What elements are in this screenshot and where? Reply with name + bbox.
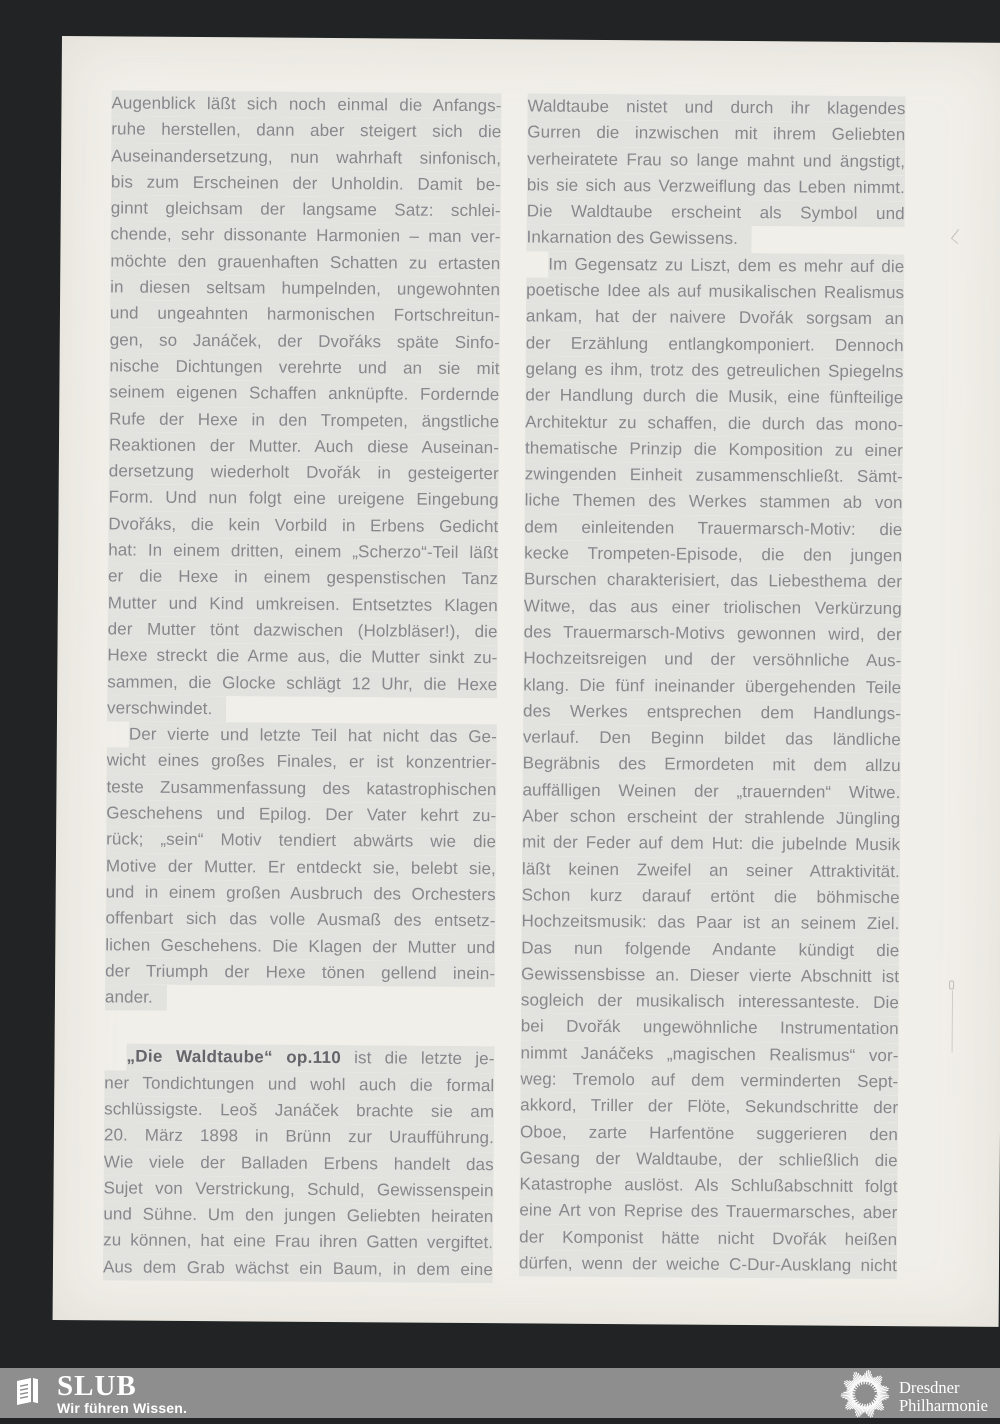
text-line: der Komponist hätte nicht Dvořák heißen bbox=[519, 1224, 897, 1253]
slub-tagline: Wir führen Wissen. bbox=[57, 1400, 188, 1416]
text-line: Geschehens und Epilog. Der Vater kehrt zu- bbox=[106, 800, 496, 829]
text-line: und in einem großen Ausbruch des Orchesters bbox=[106, 879, 496, 908]
text-line: Architektur zu schaffen, die durch das mono- bbox=[525, 409, 903, 438]
text-line: Rufe der Hexe in den Trompeten, ängstliche bbox=[109, 406, 499, 435]
text-line: Schon kurz darauf ertönt die böhmische bbox=[522, 882, 900, 911]
text-paragraph bbox=[526, 93, 905, 254]
text-line: nische Dichtungen verehrte und an sie mit bbox=[109, 353, 499, 382]
text-line: Waldtaube nistet und durch ihr klagendes bbox=[527, 93, 905, 122]
text-line: ner Tondichtungen und wohl auch die formal bbox=[104, 1070, 494, 1099]
slub-logo bbox=[13, 1370, 188, 1416]
text-line: möchte den grauenhaften Schatten zu ertasten bbox=[110, 248, 500, 277]
text-line: ginnt gleichsam der langsame Satz: schlei- bbox=[111, 196, 501, 225]
text-line: der Triumph der Hexe tönen gellend inein- bbox=[105, 958, 495, 987]
text-line: verschwindet. bbox=[107, 695, 497, 724]
text-line: akkord, Triller der Flöte, Sekundschritte der bbox=[520, 1093, 898, 1122]
text-line: des Trauermarsch-Motivs gewonnen wird, der bbox=[524, 619, 902, 648]
text-line: ankam, hat der naivere Dvořák sorgsam an bbox=[526, 304, 904, 333]
text-line: verlauf. Den Beginn bildet das ländliche bbox=[523, 725, 901, 754]
text-line: eine Art von Reprise des Trauermarsches, aber bbox=[519, 1198, 897, 1227]
text-line: Katastrophe auslöst. Als Schlußabschnitt folgt bbox=[519, 1172, 897, 1201]
text-line: lichen Geschehens. Die Klagen der Mutter und bbox=[105, 932, 495, 961]
text-line: verheiratete Frau so lange mahnt und ängstigt, bbox=[527, 146, 905, 175]
text-line: der Handlung durch die Musik, eine fünfteilige bbox=[525, 383, 903, 412]
text-line: bis sie sich aus Verzweiflung das Leben nimmt. bbox=[527, 172, 905, 201]
text-line: Das nun folgende Andante kündigt die bbox=[521, 935, 899, 964]
text-line: Im Gegensatz zu Liszt, dem es mehr auf die bbox=[526, 251, 904, 280]
philharmonie-name-line2: Philharmonie bbox=[899, 1395, 988, 1415]
text-line: der Erzählung entlangkomponiert. Dennoch bbox=[526, 330, 904, 359]
text-line: Witwe, das aus einer triolischen Verkürzung bbox=[524, 593, 902, 622]
text-line: rück; „sein“ Motiv tendiert abwärts wie die bbox=[106, 827, 496, 856]
text-line: dem einleitenden Trauermarsch-Motiv: die bbox=[524, 514, 902, 543]
text-line: „Die Waldtaube“ op.110 ist die letzte je- bbox=[104, 1044, 494, 1073]
text-line: Dvořáks, die kein Vorbild in Erbens Gedicht bbox=[108, 511, 498, 540]
text-line: Mutter und Kind umkreisen. Entsetztes Klagen bbox=[108, 590, 498, 619]
text-line: schlüssigste. Leoš Janáček brachte sie am bbox=[104, 1096, 494, 1125]
scanned-page bbox=[53, 36, 1000, 1327]
text-line: poetische Idee als auf musikalischen Realismus bbox=[526, 277, 904, 306]
text-line: offenbart sich das volle Ausmaß des entsetz- bbox=[105, 906, 495, 935]
text-line: Gesang der Waldtaube, der schließlich die bbox=[520, 1145, 898, 1174]
text-line: Die Waldtaube erscheint als Symbol und bbox=[527, 199, 905, 228]
open-book-icon bbox=[13, 1373, 49, 1416]
text-line: thematische Prinzip die Komposition zu einer bbox=[525, 435, 903, 464]
text-line: chende, sehr dissonante Harmonien – man ver- bbox=[110, 222, 500, 251]
text-line: sammen, die Glocke schlägt 12 Uhr, die Hexe bbox=[107, 669, 497, 698]
text-line: gen, so Janáček, der Dvořáks späte Sinfo- bbox=[110, 327, 500, 356]
text-line: liche Themen des Werkes stammen ab von bbox=[525, 488, 903, 517]
text-line: Aber schon erscheint der strahlende Jüngling bbox=[522, 803, 900, 832]
text-line: nimmt Janáčeks „magischen Realismus“ vor- bbox=[520, 1040, 898, 1069]
text-paragraph bbox=[519, 251, 905, 1279]
text-line: Gewissensbisse an. Dieser vierte Abschnitt ist bbox=[521, 961, 899, 990]
text-line: Begräbnis des Ermordeten mit dem allzu bbox=[523, 751, 901, 780]
text-line: der Mutter tönt dazwischen (Holzbläser!), die bbox=[108, 616, 498, 645]
text-line: ander. bbox=[105, 984, 495, 1013]
philharmonie-logo bbox=[840, 1369, 988, 1424]
text-paragraph bbox=[103, 1044, 495, 1284]
text-line: und ungeahnten harmonischen Fortschreitun- bbox=[110, 301, 500, 330]
text-line: auffälligen Weinen der „trauernden“ Witwe. bbox=[522, 777, 900, 806]
text-line: seinem eigenen Schaffen anknüpfte. Fordernde bbox=[109, 380, 499, 409]
text-line: gelang es ihm, trotz des getreulichen Spiegelns bbox=[525, 356, 903, 385]
text-line: zu können, hat eine Frau ihren Gatten vergiftet. bbox=[103, 1228, 493, 1257]
text-line: kecke Trompeten-Episode, die den jungen bbox=[524, 540, 902, 569]
text-line: er die Hexe in einem gespenstischen Tanz bbox=[108, 564, 498, 593]
philharmonie-name bbox=[899, 1379, 988, 1415]
text-line: Gurren die inzwischen mit ihrem Geliebten bbox=[527, 120, 905, 149]
text-paragraph bbox=[107, 90, 502, 724]
footer-bar bbox=[0, 1368, 1000, 1418]
text-line: bei Dvořák ungewöhnliche Instrumentation bbox=[521, 1014, 899, 1043]
text-line: bis zum Erscheinen der Unholdin. Damit be- bbox=[111, 169, 501, 198]
philharmonie-name-line1: Dresdner bbox=[899, 1377, 960, 1397]
text-line: Augenblick läßt sich noch einmal die Anfangs- bbox=[111, 90, 501, 119]
text-line: Sujet von Verstrickung, Schuld, Gewissenspein bbox=[103, 1175, 493, 1204]
text-line: hat: In einem dritten, einem „Scherzo“-Teil läßt bbox=[108, 537, 498, 566]
text-line: zwingenden Einheit zusammenschließt. Sämt- bbox=[525, 462, 903, 491]
text-line: und Sühne. Um den jungen Geliebten heiraten bbox=[103, 1202, 493, 1231]
text-line: des Werkes entsprechen dem Handlungs- bbox=[523, 698, 901, 727]
staple-hole-bottom bbox=[949, 981, 954, 990]
text-block bbox=[53, 36, 1000, 1287]
text-line: weg: Tremolo auf dem verminderten Sept- bbox=[520, 1066, 898, 1095]
text-line: Wie viele der Balladen Erbens handelt das bbox=[104, 1149, 494, 1178]
text-line: Oboe, zarte Harfentöne suggerieren den bbox=[520, 1119, 898, 1148]
text-column-right bbox=[519, 93, 906, 1286]
text-line: 20. März 1898 in Brünn zur Uraufführung. bbox=[104, 1123, 494, 1152]
text-line: sogleich der musikalisch interessanteste. Die bbox=[521, 987, 899, 1016]
text-line: Form. Und nun folgt eine ureigene Eingebung bbox=[109, 485, 499, 514]
text-line: Hochzeitsmusik: das Paar ist an seinem Ziel. bbox=[521, 909, 899, 938]
text-line: teste Zusammenfassung des katastrophischen bbox=[106, 774, 496, 803]
text-line: in diesen seltsam humpelnden, ungewohnten bbox=[110, 274, 500, 303]
text-line: dürfen, wenn der weiche C-Dur-Ausklang nicht bbox=[519, 1250, 897, 1279]
text-line: wicht eines großes Finales, er ist konzentrier- bbox=[107, 748, 497, 777]
text-line: Der vierte und letzte Teil hat nicht das Ge- bbox=[107, 721, 497, 750]
text-line: Reaktionen der Mutter. Auch diese Auseinan- bbox=[109, 432, 499, 461]
text-line: läßt keinen Zweifel an seiner Attraktivität. bbox=[522, 856, 900, 885]
text-line: mit der Feder auf dem Hut: die jubelnde Musik bbox=[522, 830, 900, 859]
text-line: dersetzung wiederholt Dvořák in gesteigerter bbox=[109, 459, 499, 488]
slub-wordmark: SLUB bbox=[57, 1370, 137, 1402]
text-column-left bbox=[103, 90, 502, 1283]
text-line: ruhe herstellen, dann aber steigert sich die bbox=[111, 117, 501, 146]
text-line: Aus dem Grab wächst ein Baum, in dem eine bbox=[103, 1254, 493, 1283]
starburst-icon bbox=[840, 1369, 890, 1424]
text-paragraph bbox=[105, 721, 497, 1013]
text-line: Hochzeitsreigen und der versöhnliche Aus- bbox=[523, 646, 901, 675]
text-line: Hexe streckt die Arme aus, die Mutter sinkt zu- bbox=[107, 643, 497, 672]
text-line: Auseinandersetzung, nun wahrhaft sinfonisch, bbox=[111, 143, 501, 172]
text-line: Inkarnation des Gewissens. bbox=[526, 225, 904, 254]
text-line: klang. Die fünf ineinander übergehenden Teile bbox=[523, 672, 901, 701]
text-line: Motive der Mutter. Er entdeckt sie, belebt sie, bbox=[106, 853, 496, 882]
text-line: Burschen charakterisiert, das Liebesthema der bbox=[524, 567, 902, 596]
